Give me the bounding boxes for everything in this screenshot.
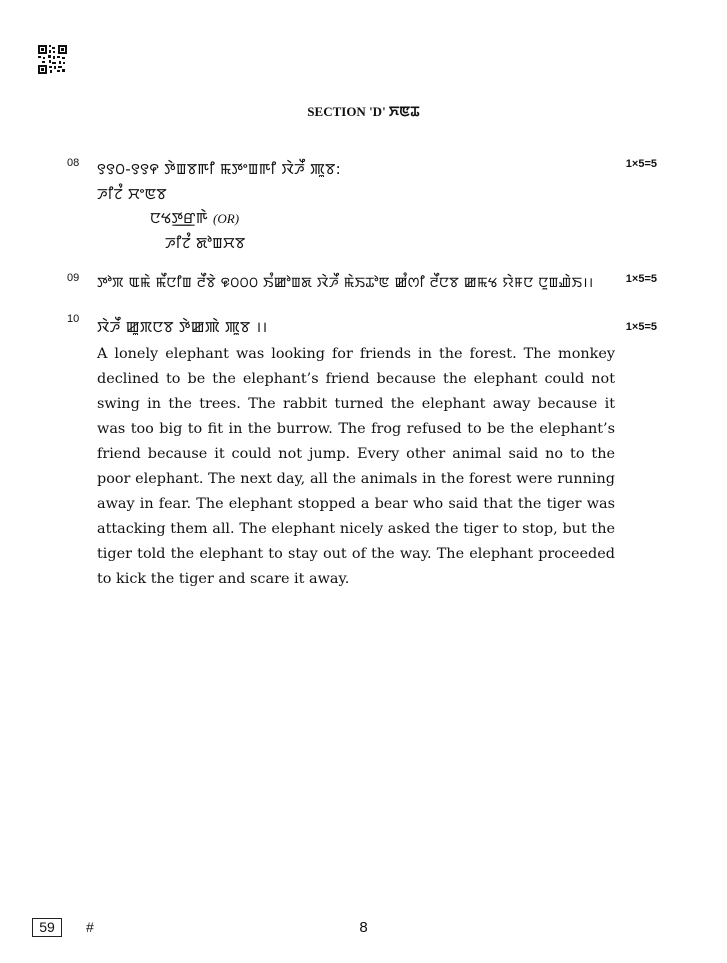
question-10-prompt: ꯋꯥꯍꯩ ꯀꯨꯞꯅꯕ ꯇꯥꯀꯄꯥ ꯄꯨꯕ ।। [97, 318, 268, 336]
question-10-marks: 1×5=5 [625, 321, 657, 333]
question-08-or-line [150, 207, 239, 228]
section-heading [0, 102, 727, 121]
question-08-option-1: ꯍꯤꯖꯪ ꯆꯦꯟꯕ [97, 185, 167, 203]
question-10-number: 10 [67, 313, 80, 325]
section-title: SECTION 'D' [307, 104, 386, 119]
qr-code-icon [38, 45, 67, 74]
question-08-option-2: ꯍꯤꯖꯪ ꯗꯣꯡꯆꯕ [165, 234, 246, 252]
hash-mark: # [86, 919, 94, 935]
question-09-prompt: ꯇꯣꯞ ꯑꯃꯥ ꯃꯩꯅꯤꯡ ꯂꯩꯕꯥ ꯶꯰꯰꯰ ꯏꯪꯀꯣꯡꯗ ꯋꯥꯍꯩ ꯃꯥꯏꯊꯣꯟ ꯀꯪꯁꯤ ꯂꯩꯅꯕ ꯀꯃꯠ ꯌꯥꯝꯅ ꯅꯨꯡꯉꯥꯏ।। [97, 275, 594, 291]
question-09-number: 09 [67, 272, 80, 284]
section-title-script: ꯈꯟꯊ [388, 104, 420, 120]
or-label: (OR) [213, 211, 240, 226]
question-09-marks: 1×5=5 [625, 273, 657, 285]
question-08-prompt: ꯱꯱꯰-꯱꯱꯵ ꯇꯥꯡꯕꯒꯤ ꯃꯇꯦꯡꯒꯤ ꯋꯥꯍꯩ ꯄꯨꯕ: [97, 160, 341, 178]
question-10-passage: A lonely elephant was looking for friends in the forest. The monkey declined to be the elephant’s friend because the elephant could not swing in the trees. The rabbit turned the elephant away because it was too big to fit in the burrow. The frog refused to be the elephant’s friend because it could not jump. Every other animal said no to the poor elephant. The next day, all the animals in the forest were running away in fear. The elephant stopped a bear who said that the tiger was attacking them all. The elephant nicely asked the tiger to stop, but the tiger told the elephant to stay out of the way. The elephant proceeded to kick the tiger and scare it away. [97, 346, 615, 587]
page-number: 8 [359, 919, 368, 936]
or-script: ꯅꯠꯇ꯭ꯔꯒꯥ [150, 209, 208, 227]
question-08-marks: 1×5=5 [625, 158, 657, 170]
question-08-number: 08 [67, 157, 80, 169]
paper-code-box: 59 [32, 918, 62, 937]
